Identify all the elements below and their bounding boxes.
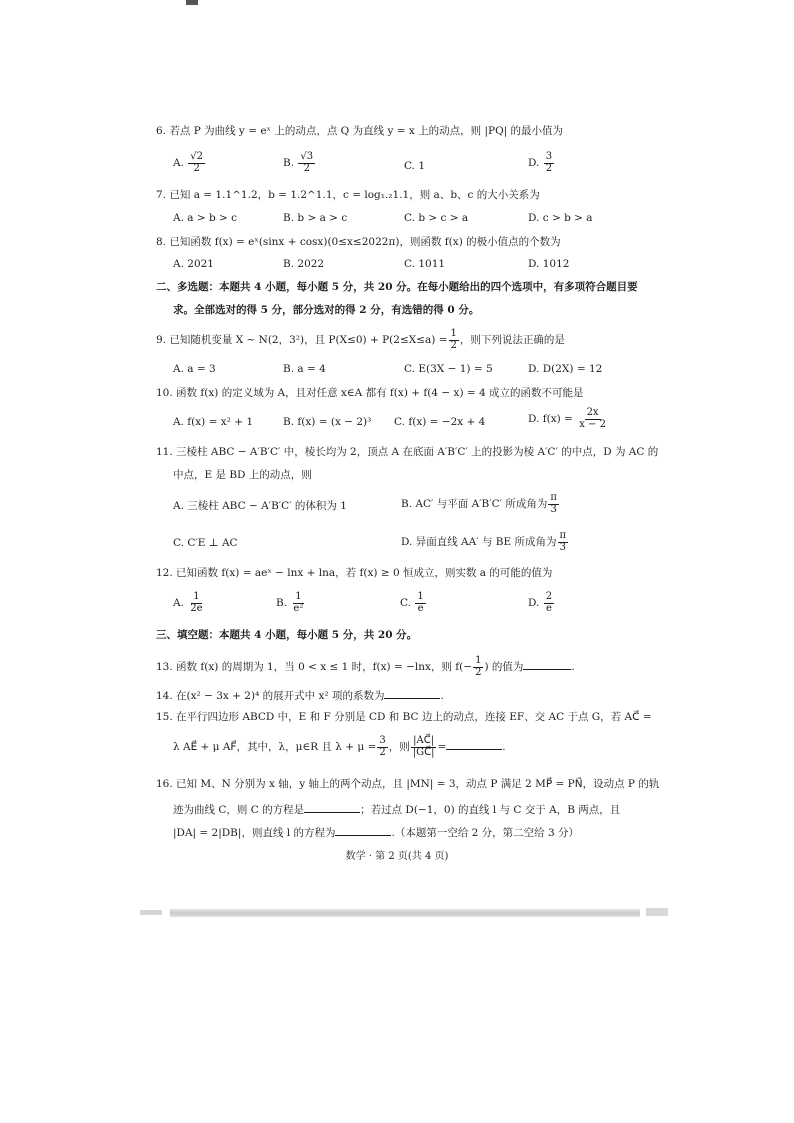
q9-num: 1 — [450, 328, 457, 339]
q9-option-a: A. a = 3 — [173, 363, 216, 375]
q12-a-num: 1 — [193, 591, 200, 602]
q11-option-a: A. 三棱柱 ABC − A′B′C′ 的体积为 1 — [173, 500, 347, 512]
q8-option-a: A. 2021 — [173, 258, 214, 270]
q8-option-b: B. 2022 — [283, 258, 325, 270]
q11-option-d — [401, 531, 569, 553]
q12-a-frac — [188, 592, 204, 614]
q11-d-den: 3 — [559, 541, 566, 553]
q15-line2-b: ，则 — [388, 741, 410, 753]
q6-b-frac — [298, 152, 315, 174]
q9-stem-a: 9. 已知随机变量 X ~ N(2，3²)，且 P(X≤0) + P(2≤X≤a) = — [156, 334, 448, 346]
q10-option-d — [528, 408, 609, 430]
q15-den: 2 — [379, 746, 386, 758]
section-3-header: 三、填空题：本题共 4 小题，每小题 5 分，共 20 分。 — [156, 629, 418, 641]
q12-d-den: e — [545, 602, 552, 614]
q11-d-num: π — [559, 530, 567, 541]
q12-b-num: 1 — [295, 591, 302, 602]
q16-stem-line3 — [173, 825, 579, 840]
q12-option-c — [400, 592, 427, 614]
q14-answer-blank[interactable] — [384, 688, 440, 699]
q12-option-a — [173, 592, 206, 614]
q10-option-a: A. f(x) = x² + 1 — [173, 416, 254, 428]
q14-stem — [156, 688, 444, 703]
q15-ratio-num: |AC⃗| — [413, 735, 435, 746]
q12-option-d — [528, 592, 555, 614]
q11-b-text: B. AC′ 与平面 A′B′C′ 所成角为 — [401, 498, 548, 510]
q16-answer-blank-2[interactable] — [335, 825, 391, 836]
q9-stem-b: ，则下列说法正确的是 — [459, 334, 565, 346]
q9-frac — [449, 329, 459, 351]
q11-stem-line1: 11. 三棱柱 ABC − A′B′C′ 中，棱长均为 2，顶点 A 在底面 A′B′C′ 上的投影为棱 A′C′ 的中点，D 为 AC 的 — [156, 446, 659, 458]
q6-a-frac — [188, 152, 205, 174]
q12-stem: 12. 已知函数 f(x) = aeˣ − lnx + lna，若 f(x) ≥ 0 恒成立，则实数 a 的可能的值为 — [156, 567, 553, 579]
q6-option-a — [173, 152, 206, 174]
q13-frac — [473, 656, 483, 678]
q16-stem-line2 — [173, 802, 620, 817]
q15-ratio-frac — [411, 736, 437, 758]
q16-answer-blank-1[interactable] — [304, 802, 360, 813]
q11-stem-line2: 中点，E 是 BD 上的动点，则 — [173, 469, 312, 481]
q11-option-c: C. C′E ⊥ AC — [173, 537, 238, 549]
q12-c-num: 1 — [417, 591, 424, 602]
q15-stem-line2 — [173, 736, 506, 758]
q7-option-c: C. b > c > a — [404, 212, 469, 224]
q13-stem-b: ) 的值为 — [484, 661, 524, 673]
q9-den: 2 — [450, 339, 457, 351]
q6-stem: 6. 若点 P 为曲线 y = eˣ 上的动点，点 Q 为直线 y = x 上的动点，则 |PQ| 的最小值为 — [156, 125, 564, 137]
q15-line2-a: λ AE⃗ + μ AF⃗，其中，λ，μ∈R 且 λ + μ = — [173, 741, 377, 753]
q15-num: 3 — [379, 735, 386, 746]
q11-b-num: π — [550, 492, 557, 503]
q13-answer-blank[interactable] — [523, 659, 571, 670]
q16-stem-line1: 16. 已知 M、N 分别为 x 轴，y 轴上的两个动点，且 |MN| = 3，动点 P 满足 2 MP⃗ = PN⃗，设动点 P 的轨 — [156, 778, 660, 790]
q12-c-label: C. — [400, 597, 411, 609]
q12-b-frac — [291, 592, 305, 614]
section-2-header: 二、多选题：本题共 4 小题，每小题 5 分，共 20 分。在每小题给出的四个选项中，有多项符合题目要 — [156, 281, 638, 293]
q16-line2-a: 迹为曲线 C，则 C 的方程是 — [173, 804, 305, 816]
q15-ratio-den: |GC⃗| — [412, 746, 435, 758]
q6-d-den: 2 — [545, 162, 553, 174]
q10-option-c: C. f(x) = −2x + 4 — [394, 416, 486, 428]
q12-b-den: e² — [293, 602, 304, 614]
q11-d-frac — [558, 531, 569, 553]
q15-stem-line1: 15. 在平行四边形 ABCD 中，E 和 F 分别是 CD 和 BC 边上的动点，连接 EF、交 AC 于点 G，若 AC⃗ = — [156, 711, 652, 723]
q8-stem: 8. 已知函数 f(x) = eˣ(sinx + cosx)(0≤x≤2022π)，则函数 f(x) 的极小值点的个数为 — [156, 236, 561, 248]
q6-d-frac — [544, 152, 554, 174]
q14-end: . — [440, 690, 444, 702]
q13-end: . — [571, 661, 575, 673]
q6-a-label: A. — [173, 157, 184, 169]
q6-a-den: 2 — [193, 162, 200, 174]
q6-b-den: 2 — [303, 162, 310, 174]
q6-option-c: C. 1 — [404, 160, 426, 172]
q8-option-c: C. 1011 — [404, 258, 446, 270]
q10-option-b: B. f(x) = (x − 2)³ — [283, 416, 372, 428]
q6-d-num: 3 — [545, 151, 553, 162]
q7-option-a: A. a > b > c — [173, 212, 238, 224]
q6-b-num: √3 — [300, 151, 314, 162]
q13-stem — [156, 656, 575, 678]
q9-option-c: C. E(3X − 1) = 5 — [404, 363, 493, 375]
q12-c-den: e — [417, 602, 424, 614]
section-2-instructions: 求。全部选对的得 5 分，部分选对的得 2 分，有选错的得 0 分。 — [173, 304, 480, 316]
q6-option-b — [283, 152, 316, 174]
q13-den: 2 — [475, 666, 482, 678]
scan-artifact-bar — [170, 909, 640, 917]
q15-end: . — [502, 741, 506, 753]
q14-stem-text: 14. 在(x² − 3x + 2)⁴ 的展开式中 x² 项的系数为 — [156, 690, 385, 702]
q12-d-frac — [544, 592, 554, 614]
q7-option-b: B. b > a > c — [283, 212, 348, 224]
q7-option-d: D. c > b > a — [528, 212, 593, 224]
q7-stem: 7. 已知 a = 1.1^1.2，b = 1.2^1.1，c = log₁.₂1.1，则 a、b、c 的大小关系为 — [156, 189, 540, 201]
q12-a-label: A. — [173, 597, 184, 609]
q10-d-den: x − 2 — [579, 418, 606, 430]
q6-b-label: B. — [283, 157, 295, 169]
q15-line2-c: = — [437, 741, 447, 753]
q16-line2-b: ；若过点 D(−1，0) 的直线 l 与 C 交于 A，B 两点，且 — [360, 804, 621, 816]
q12-option-b — [276, 592, 306, 614]
q6-option-d — [528, 152, 555, 174]
q9-stem — [156, 329, 565, 351]
q12-d-label: D. — [528, 597, 540, 609]
q11-b-den: 3 — [550, 503, 557, 515]
q10-stem: 10. 函数 f(x) 的定义域为 A，且对任意 x∈A 都有 f(x) + f(4 − x) = 4 成立的函数不可能是 — [156, 387, 584, 399]
q12-c-frac — [415, 592, 425, 614]
q11-option-b — [401, 493, 560, 515]
q16-line3-b: .（本题第一空给 2 分，第二空给 3 分） — [391, 827, 580, 839]
q10-d-num: 2x — [586, 407, 599, 418]
q15-answer-blank[interactable] — [446, 739, 502, 750]
page-footer: 数学 · 第 2 页(共 4 页) — [345, 851, 449, 862]
q13-stem-a: 13. 函数 f(x) 的周期为 1，当 0 < x ≤ 1 时，f(x) = −lnx，则 f(− — [156, 661, 473, 673]
q12-b-label: B. — [276, 597, 288, 609]
q9-option-d: D. D(2X) = 12 — [528, 363, 603, 375]
q8-option-d: D. 1012 — [528, 258, 570, 270]
q10-d-frac — [577, 408, 608, 430]
q15-frac — [377, 736, 387, 758]
q12-a-den: 2e — [190, 602, 203, 614]
q12-d-num: 2 — [545, 591, 553, 602]
q11-d-text: D. 异面直线 AA′ 与 BE 所成角为 — [401, 536, 557, 548]
q10-d-label: D. f(x) = — [528, 413, 573, 425]
q16-line3-a: |DA| = 2|DB|，则直线 l 的方程为 — [173, 827, 336, 839]
scan-artifact-right — [646, 908, 668, 916]
q13-num: 1 — [475, 655, 482, 666]
q6-a-num: √2 — [190, 151, 203, 162]
q9-option-b: B. a = 4 — [283, 363, 326, 375]
scan-artifact-left — [140, 910, 162, 915]
q11-b-frac — [548, 493, 559, 515]
scan-artifact-top — [186, 0, 198, 5]
q6-d-label: D. — [528, 157, 540, 169]
